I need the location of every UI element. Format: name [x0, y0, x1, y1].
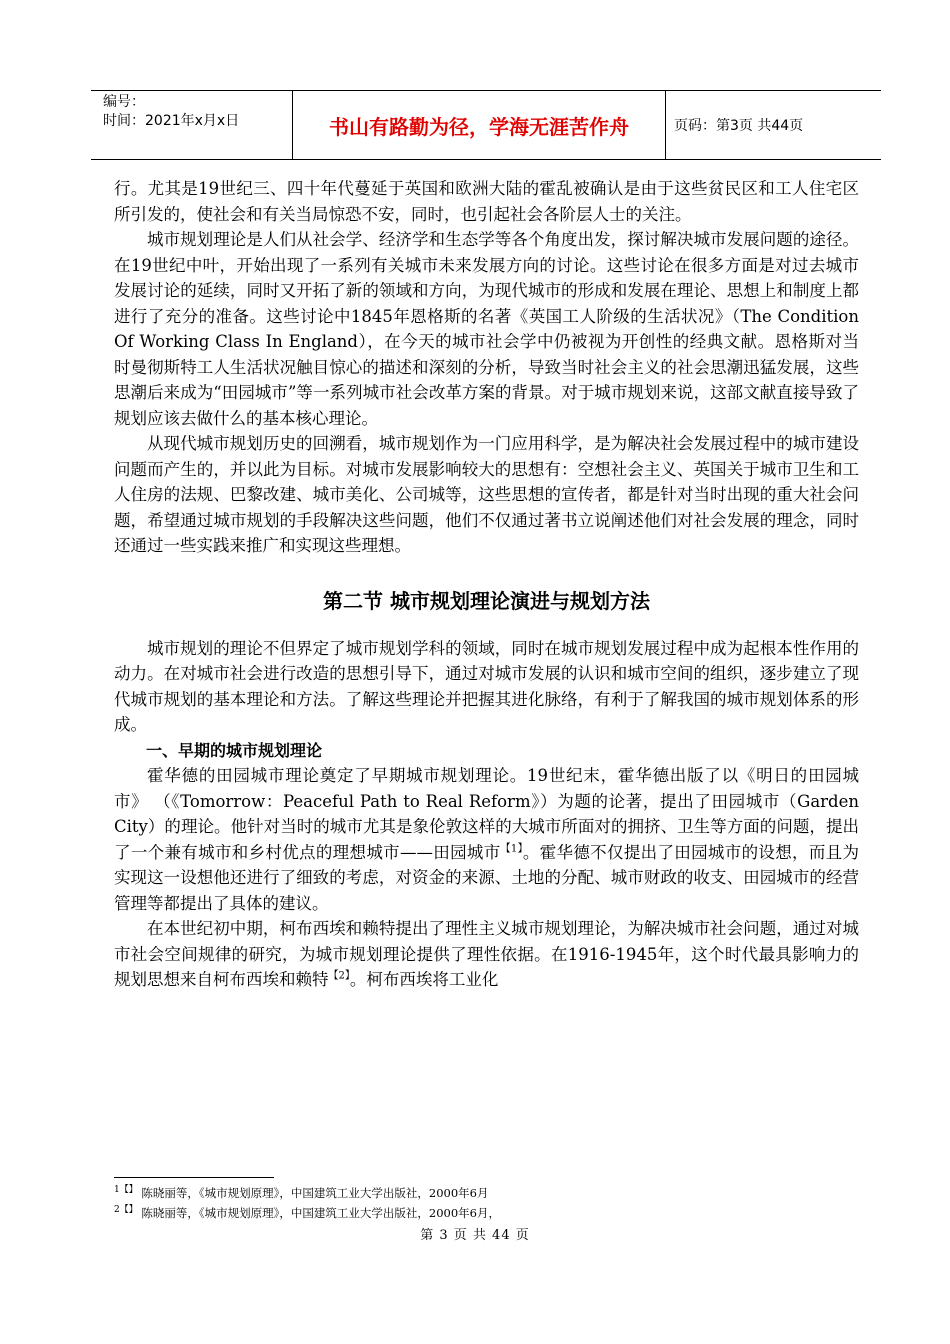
footnote-mark: 2【】 [114, 1204, 138, 1215]
time-label: 时间：2021年x月x日 [103, 113, 240, 129]
header-motto: 书山有路勤为径，学海无涯苦作舟 [293, 91, 666, 159]
paragraph-5-text-b: 。霍华德不仅提出了田园城市的设想，而且为实现这一设想他还进行了细致的考虑，对资金的来源、土地的分配、城市财政的收支、田园城市的经营管理等都提出了具体的建议。 [114, 842, 859, 913]
page-header [91, 90, 881, 160]
page-number: 第 3 页 共 44 页 [420, 1228, 530, 1243]
paragraph-6 [114, 916, 859, 993]
section-title: 第二节 城市规划理论演进与规划方法 [323, 588, 650, 613]
footnote-divider [114, 1177, 274, 1178]
footnote-mark: 1【】 [114, 1185, 138, 1195]
subheading-early-theory: 一、早期的城市规划理论 [146, 740, 323, 760]
footnote-ref-1[interactable]: 【1】 [500, 843, 523, 854]
paragraph-4: 城市规划的理论不但界定了城市规划学科的领域，同时在城市规划发展过程中成为起根本性作用的动力。在对城市社会进行改造的思想引导下，通过对城市发展的认识和城市空间的组织，逐步建立了现代城市规划的基本理论和方法。了解这些理论并把握其进化脉络，有利于了解我国的城市规划体系的形成。 [114, 638, 859, 734]
footnote-1 [114, 1182, 859, 1202]
footnote-2 [114, 1202, 859, 1222]
document-body [114, 176, 859, 993]
header-meta [91, 91, 293, 159]
header-page-label: 页码：第3页 共44页 [674, 118, 804, 134]
paragraph-6-text-a: 在本世纪初中期，柯布西埃和赖特提出了理性主义城市规划理论，为解决城市社会问题，通过对城市社会空间规律的研究，为城市规划理论提供了理性依据。在1916-1945年，这个时代最具影响力的规划思想来自柯布西埃和赖特 [114, 919, 859, 989]
footnote-text: 陈晓丽等，《城市规划原理》，中国建筑工业大学出版社，2000年6月， [141, 1205, 500, 1220]
paragraph-3: 从现代城市规划历史的回溯看，城市规划作为一门应用科学，是为解决社会发展过程中的城市建设问题而产生的，并以此为目标。对城市发展影响较大的思想有：空想社会主义、英国关于城市卫生和工人住房的法规、巴黎改建、城市美化、公司城等，这些思想的宣传者，都是针对当时出现的重大社会问题，希望通过城市规划的手段解决这些问题，他们不仅通过著书立说阐述他们对社会发展的理念，同时还通过一些实践来推广和实现这些理想。 [114, 434, 859, 555]
footnote-ref-2[interactable]: 【2】 [328, 970, 350, 982]
footnote-text: 陈晓丽等，《城市规划原理》，中国建筑工业大学出版社，2000年6月 [141, 1185, 489, 1200]
paragraph-5-text-a: 霍华德的田园城市理论奠定了早期城市规划理论。19世纪末，霍华德出版了以《明日的田园城市》 （《Tomorrow：Peaceful Path to Real Reform》）为题的论著，提出了田园城市（Garden City）的理论。他针对当时的城市尤其是象伦敦这样的大城市所面对的拥挤、卫生等方面的问题，提出了一个兼有城市和乡村优点的理想城市——田园城市 [114, 766, 859, 862]
paragraph-5 [114, 763, 859, 916]
paragraph-1: 行。尤其是19世纪三、四十年代蔓延于英国和欧洲大陆的霍乱被确认是由于这些贫民区和工人住宅区所引发的，使社会和有关当局惊恐不安，同时，也引起社会各阶层人士的关注。 [114, 179, 859, 224]
paragraph-6-text-b: 。柯布西埃将工业化 [349, 970, 499, 989]
footnotes [114, 1177, 859, 1222]
paragraph-2: 城市规划理论是人们从社会学、经济学和生态学等各个角度出发，探讨解决城市发展问题的途径。在19世纪中叶，开始出现了一系列有关城市未来发展方向的讨论。这些讨论在很多方面是对过去城市发展讨论的延续，同时又开拓了新的领域和方向，为现代城市的形成和发展在理论、思想上和制度上都进行了充分的准备。这些讨论中1845年恩格斯的名著《英国工人阶级的生活状况》（The Condition Of Working Class In England），在今天的城市社会学中仍被视为开创性的经典文献。恩格斯对当时曼彻斯特工人生活状况触目惊心的描述和深刻的分析，导致当时社会主义的社会思潮迅猛发展，这些思潮后来成为“田园城市”等一系列城市社会改革方案的背景。对于城市规划来说，这部文献直接导致了规划应该去做什么的基本核心理论。 [114, 230, 859, 428]
serial-label: 编号： [103, 94, 145, 110]
